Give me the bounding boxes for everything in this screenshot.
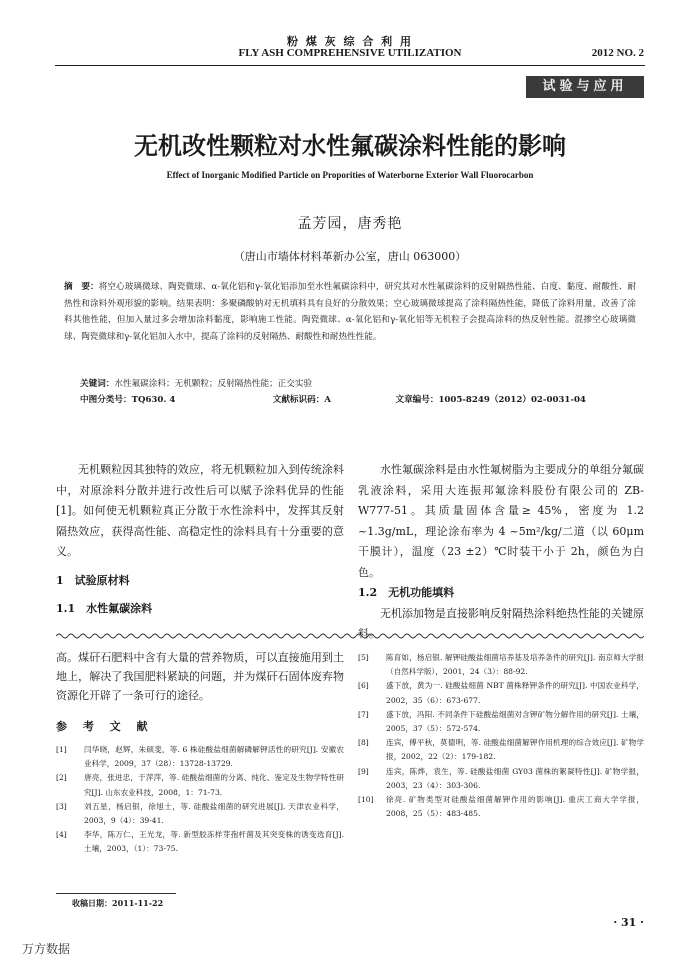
section-heading-1-2: 1.2 无机功能填料 [358,586,455,599]
reference-item [358,736,644,764]
reference-number: [8] [358,738,369,748]
body-column-left [56,460,344,620]
keywords-label: 关键词： [80,379,115,389]
section-heading-1-1: 1.1 水性氟碳涂料 [56,602,153,615]
reference-text: 连宾，傅平秋，莫德明，等. 硅酸盐细菌解钾作用机理的综合效应[J]. 矿物学报，2002，22（2）：179-182. [386,738,644,762]
references-heading: 参 考 文 献 [56,720,154,733]
reference-number: [9] [358,766,369,776]
reference-item [56,771,344,799]
reference-text: 陈育如，杨启银. 解钾硅酸盐细菌培养基及培养条件的研究[J]. 南京师大学报（自然科学版），2001，24（3）：88-92. [386,653,644,677]
article-title-cn: 无机改性颗粒对水性氟碳涂料性能的影响 [134,131,566,160]
fluorocarbon-paragraph: 水性氟碳涂料是由水性氟树脂为主要成分的单组分氟碳乳液涂料，采用大连振邦氟涂料股份有限公司的 ZB-W777-51。其质量固体含量≥ 45%，密度为 1.2 ~1.3g/mL，理论涂布率为 4 ~5m²/kg/二道（以 60μm 干膜计），温度（23 ±2）℃时装干小于 2h，颜色为白色。 [358,463,644,579]
reference-text: 徐亮. 矿物类型对硅酸盐细菌解钾作用的影响[J]. 重庆工商大学学报，2008，25（5）：483-485. [386,795,644,819]
column-tag: 试验与应用 [526,76,644,98]
reference-number: [1] [56,745,67,754]
keywords-text: 水性氟碳涂料；无机颗粒；反射隔热性能；正交实验 [114,379,313,389]
reference-number: [2] [56,773,67,783]
reference-text: 刘五星，杨启银，徐旭士，等. 硅酸盐细菌的研究进展[J]. 天津农业科学，2003，9（4）：39-41. [84,801,344,826]
clc-number: 中图分类号：TQ630. 4 [80,395,176,405]
received-date: 收稿日期：2011-11-22 [72,898,164,908]
footnote-rule [56,893,176,894]
reference-item [358,765,644,793]
article-title-en: Effect of Inorganic Modified Particle on Proporities of Waterborne Exterior Wall Fluorocarbon [166,170,534,180]
abstract [64,279,636,345]
intro-paragraph: 无机颗粒因其独特的效应，将无机颗粒加入到传统涂料中，对原涂料分散并进行改性后可以赋予涂料优异的性能[1]。如何使无机颗粒真正分散于水性涂料中，发挥其反射隔热效应，获得高性能、高稳定性的涂料具有十分重要的意义。 [56,463,344,558]
continued-paragraph: 高。煤矸石肥料中含有大量的营养物质，可以直接施用到土地上，解决了我国肥料紧缺的问题，并为煤矸石固体废弃物资源化开辟了一条可行的途径。 [56,651,344,702]
journal-title-cn: 粉 煤 灰 综 合 利 用 [287,35,413,48]
reference-item [358,679,644,707]
watermark: 万方数据 [22,942,71,956]
references-list-right [358,651,644,821]
authors: 孟芳园，唐秀艳 [297,216,403,232]
abstract-text: 将空心玻璃微球、陶瓷微球、α-氧化铝和γ-氧化铝添加至水性氟碳涂料中，研究其对水性氟碳涂料的反射隔热性能、白度、黏度、耐酸性、耐热性和涂料外观形貌的影响。结果表明：多聚磷酸钠对无机填料具有良好的分散效果；空心玻璃微球提高了涂料隔热性能，降低了涂料用量，改善了涂料其他性能，但加入量过多会增加涂料黏度，影响施工性能。陶瓷微球、α-氧化铝和γ-氧化铝等无机粒子会提高涂料的热反射性能。混掺空心玻璃微球、陶瓷微球和γ-氧化铝加入水中，提高了涂料的反射隔热、耐酸性和耐热性性能。 [64,282,636,342]
keywords [80,377,312,389]
journal-title-en: FLY ASH COMPREHENSIVE UTILIZATION [238,47,462,59]
header-rule [55,65,645,66]
reference-text: 唐亮，张进忠，于萍萍，等. 硅酸盐细菌的分离、纯化、鉴定及生物学特性研究[J]. 山东农业科技，2008，1：71-73. [84,773,344,797]
section-heading-1: 1 试验原材料 [56,573,130,587]
reference-text: 闫华晓，赵辉，朱硕斐，等. 6 株硅酸盐细菌解磷解钾活性的研究[J]. 安徽农业科学，2009，37（28）：13728-13729. [84,745,344,769]
reference-item [56,828,344,856]
article-number: 文章编号：1005-8249（2012）02-0031-04 [395,395,586,405]
reference-item [358,708,644,736]
reference-number: [3] [56,801,67,811]
body-column-right [358,460,644,645]
abstract-label: 摘 要： [64,282,99,292]
page-number: · 31 · [613,916,644,929]
reference-number: [4] [56,830,67,840]
filler-paragraph: 无机添加物是直接影响反射隔热涂料绝热性能的关键原料。 [358,606,644,640]
reference-number: [5] [358,653,369,662]
wavy-divider [56,632,644,640]
affiliation: （唐山市墙体材料革新办公室，唐山 063000） [233,250,467,263]
reference-item [358,793,644,821]
reference-item [358,651,644,679]
reference-text: 连宾，陈烨，袁生，等. 硅酸盐细菌 GY03 菌株的絮凝特性[J]. 矿物学报，2003，23（4）：303-306. [386,766,644,790]
issue-label: 2012 NO. 2 [591,47,644,59]
document-code: 文献标识码：A [272,395,331,405]
reference-text: 盛下放，黄为一. 硅酸盐细菌 NBT 菌株释钾条件的研究[J]. 中国农业科学，2002，35（6）：673-677. [386,681,644,705]
reference-text: 盛下放，冯阳. 不同条件下硅酸盐细菌对含钾矿物分解作用的研究[J]. 土壤，2005，37（5）：572-574. [386,709,644,734]
classification-line [80,393,640,405]
reference-number: [6] [358,681,369,691]
reference-number: [7] [358,709,369,719]
reference-item [56,743,344,771]
references-list-left [56,743,344,857]
reference-text: 李华，陈万仁，王光龙，等. 新型胶冻样芽孢杆菌及其突变株的诱变选育[J]. 土壤，2003，（1）：73-75. [84,830,344,854]
reference-number: [10] [358,795,374,805]
reference-item [56,800,344,828]
